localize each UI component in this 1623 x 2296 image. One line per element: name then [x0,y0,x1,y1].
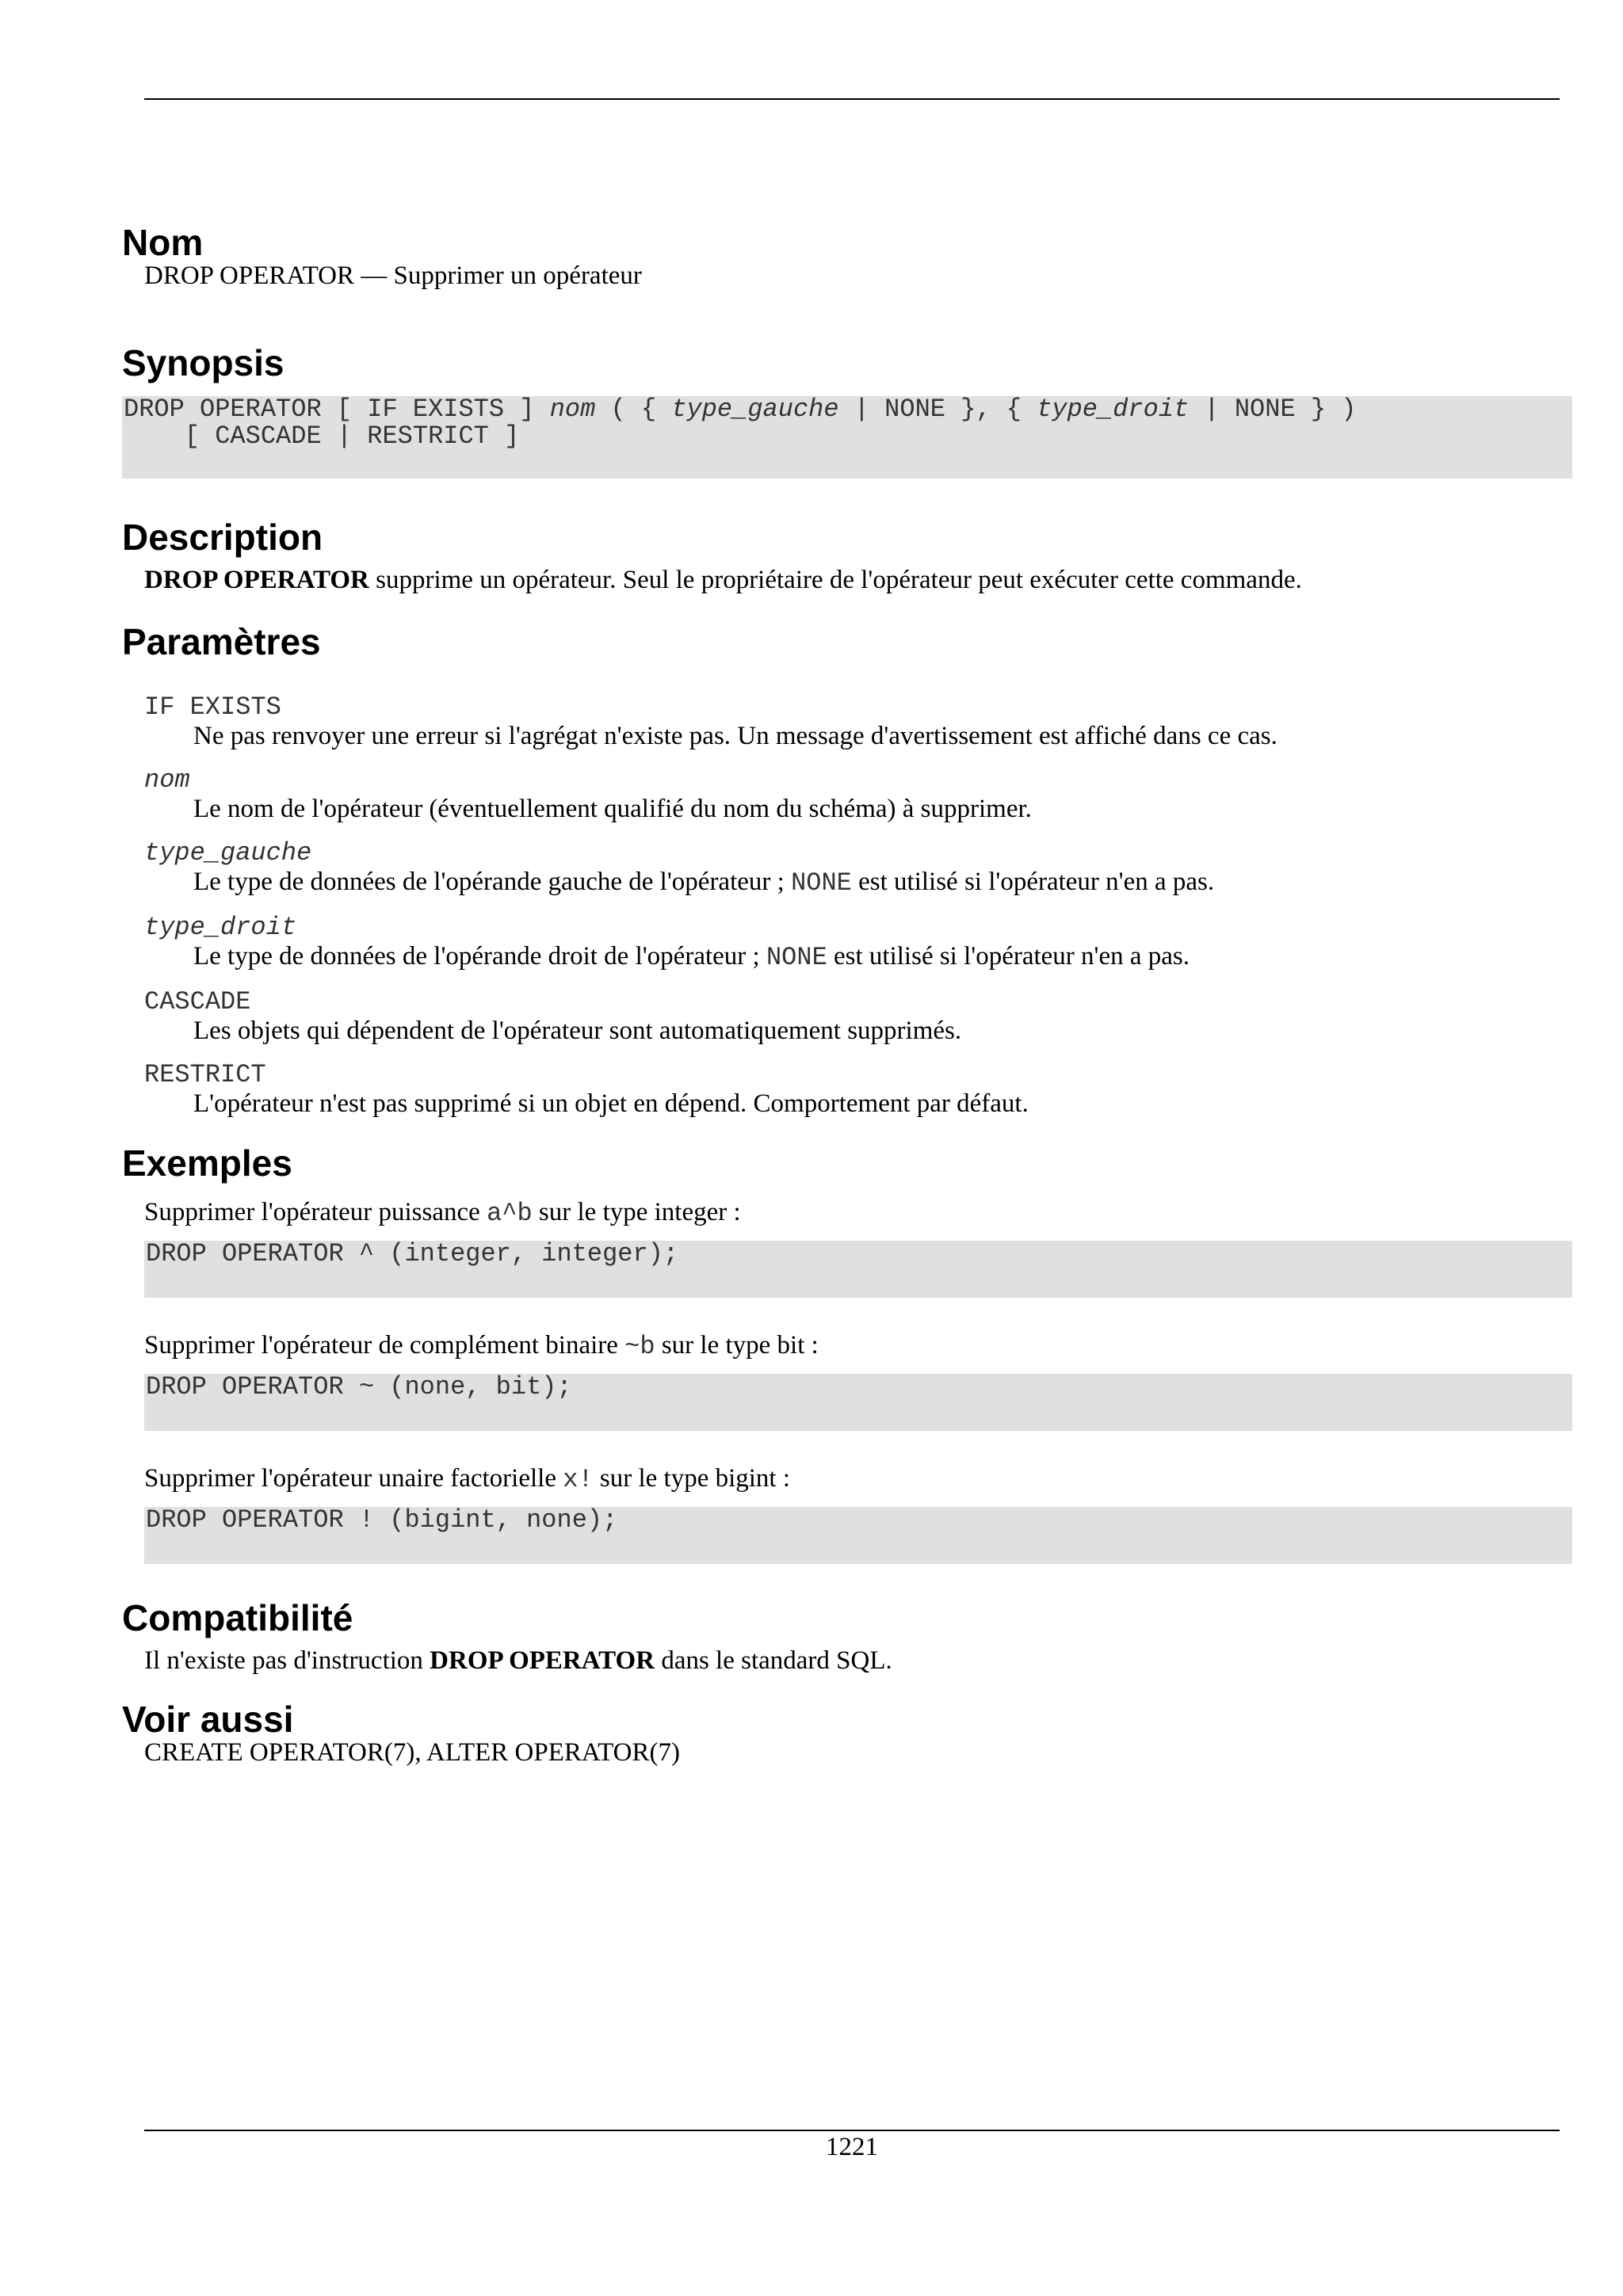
param-restrict [144,1062,1572,1119]
param-term: type_droit [144,913,297,942]
example-intro: Supprimer l'opérateur puissance a^b sur le type integer : [144,1198,741,1228]
param-term: nom [144,765,190,795]
section-parametres [122,620,1572,1119]
voir-aussi-links[interactable]: CREATE OPERATOR(7), ALTER OPERATOR(7) [144,1738,680,1767]
example-code: DROP OPERATOR ^ (integer, integer); [144,1241,1572,1298]
param-desc: Les objets qui dépendent de l'opérateur sont automatiquement supprimés. [193,1016,962,1045]
description-text: DROP OPERATOR supprime un opérateur. Seul le propriétaire de l'opérateur peut exécuter cette commande. [144,566,1302,594]
compatibilite-text: Il n'existe pas d'instruction DROP OPERATOR dans le standard SQL. [144,1646,892,1675]
param-term: type_gauche [144,838,312,868]
param-desc: Le type de données de l'opérande gauche de l'opérateur ; NONE est utilisé si l'opérateur n'en a pas. [193,868,1215,898]
param-desc: Le nom de l'opérateur (éventuellement qualifié du nom du schéma) à supprimer. [193,795,1032,823]
page-content [122,220,1572,1768]
heading-parametres: Paramètres [122,621,321,662]
section-synopsis [122,341,1572,479]
nom-text: DROP OPERATOR — Supprimer un opérateur [144,261,642,290]
section-description [122,515,1572,596]
example-intro: Supprimer l'opérateur de complément binaire ~b sur le type bit : [144,1331,819,1361]
param-desc: Le type de données de l'opérande droit de l'opérateur ; NONE est utilisé si l'opérateur n'en a pas. [193,942,1190,972]
param-term: IF EXISTS [144,692,281,722]
page-number: 1221 [826,2133,878,2161]
section-compatibilite [122,1596,1572,1676]
heading-nom: Nom [122,222,204,263]
synopsis-code: DROP OPERATOR [ IF EXISTS ] nom ( { type_gauche | NONE }, { type_droit | NONE } ) [ CASCADE | RESTRICT ] [122,396,1572,479]
param-type-droit [144,914,1572,973]
param-term: CASCADE [144,987,251,1016]
param-desc: L'opérateur n'est pas supprimé si un objet en dépend. Comportement par défaut. [193,1089,1029,1118]
param-type-gauche [144,840,1572,898]
example-code: DROP OPERATOR ! (bigint, none); [144,1507,1572,1564]
section-voir-aussi [122,1697,1572,1768]
heading-exemples: Exemples [122,1142,292,1184]
heading-synopsis: Synopsis [122,342,285,383]
description-command: DROP OPERATOR [144,566,369,594]
heading-voir-aussi: Voir aussi [122,1699,294,1740]
param-if-exists [144,694,1572,751]
param-desc: Ne pas renvoyer une erreur si l'agrégat n'existe pas. Un message d'avertissement est affiché dans ce cas. [193,722,1277,750]
param-term: RESTRICT [144,1060,266,1089]
heading-description: Description [122,517,323,558]
section-nom [122,220,1572,292]
example-2 [144,1329,1572,1431]
parameter-list [144,694,1572,1119]
example-intro: Supprimer l'opérateur unaire factorielle x! sur le type bigint : [144,1464,791,1494]
header-rule [144,98,1560,100]
heading-compatibilite: Compatibilité [122,1597,353,1638]
param-cascade [144,989,1572,1046]
example-1 [144,1196,1572,1298]
example-3 [144,1463,1572,1564]
section-exemples [122,1141,1572,1564]
example-code: DROP OPERATOR ~ (none, bit); [144,1374,1572,1431]
param-nom [144,767,1572,824]
